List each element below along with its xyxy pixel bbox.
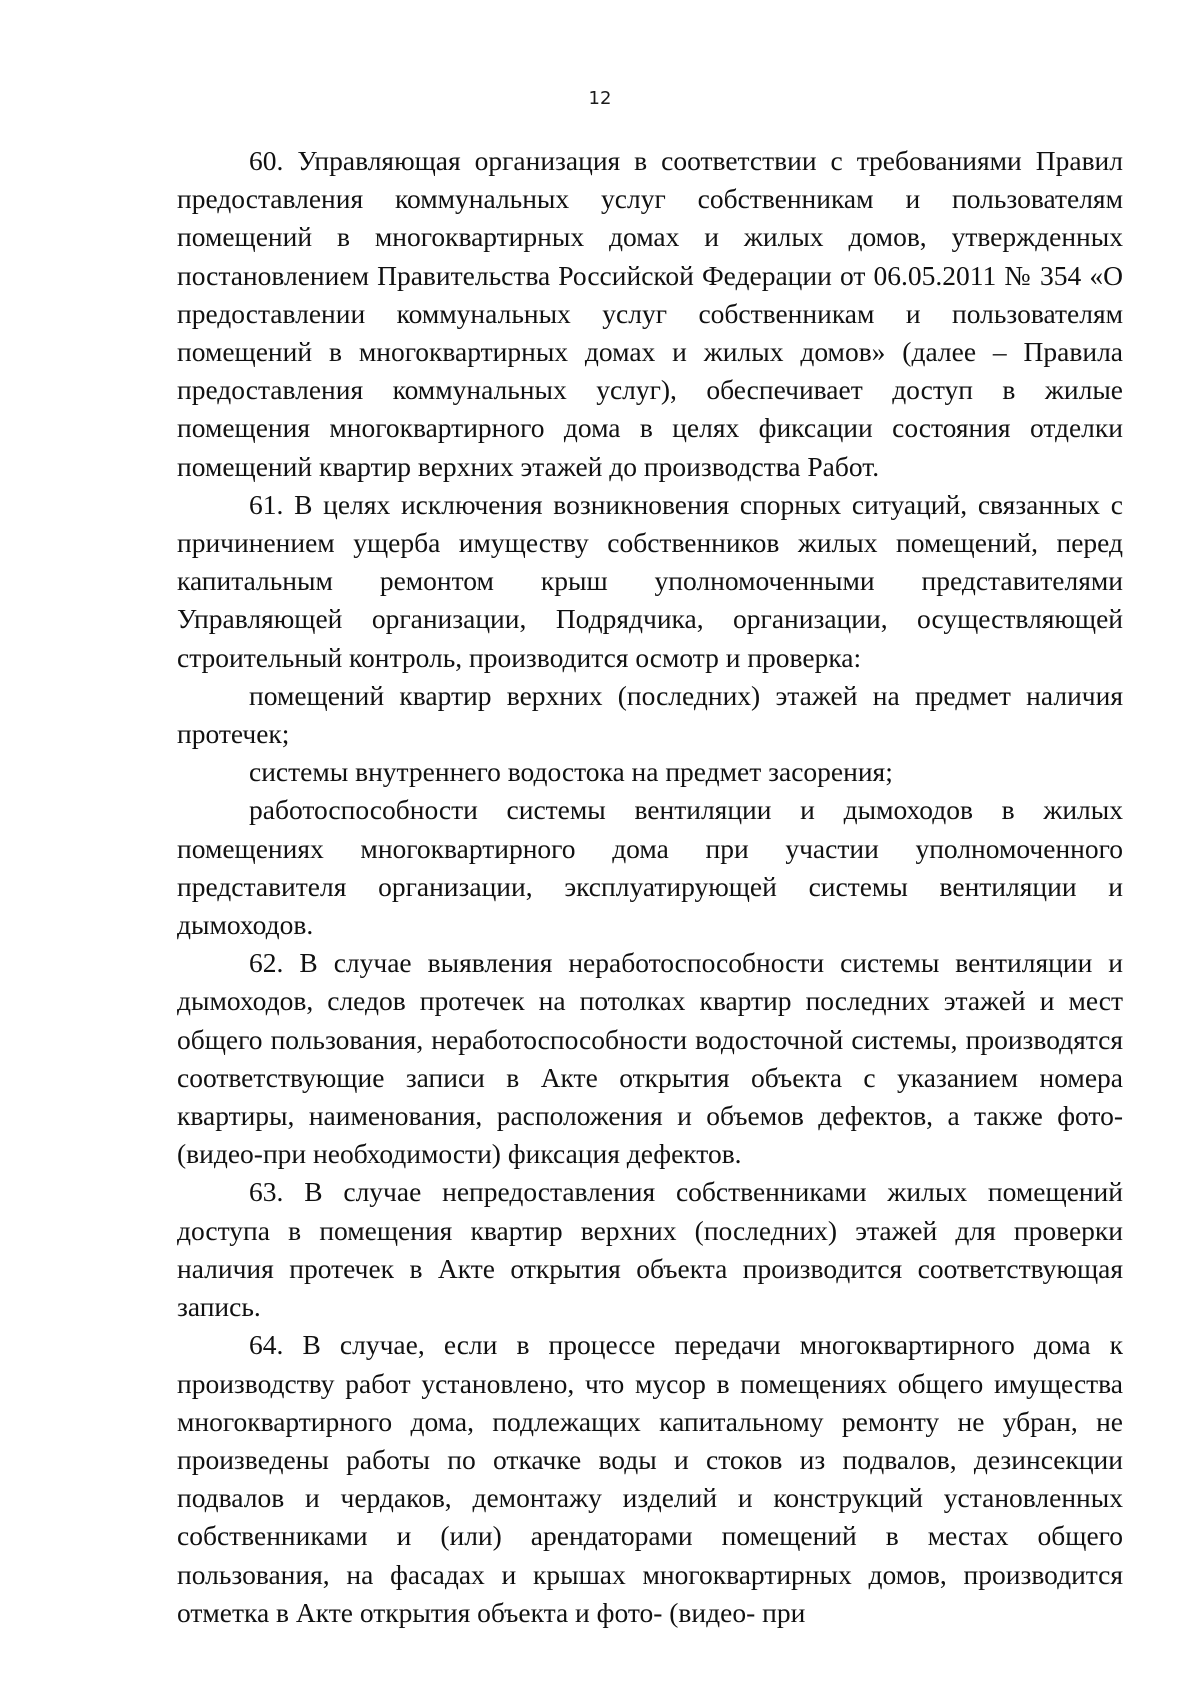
list-item-ventilation-check: работоспособности системы вентиляции и дымоходов в жилых помещениях многоквартирного дома при участии уполномоченного представителя организации, эксплуатирующей системы вентиляции и дымоходов. <box>177 794 1123 941</box>
page-number: 12 <box>588 88 612 109</box>
paragraph-60: 60. Управляющая организация в соответствии с требованиями Правил предоставления коммунальных услуг собственникам и пользователям помещений в многоквартирных домах и жилых домов, утвержденных постановлением Правительства Российской Федерации от 06.05.2011 № 354 «О предоставлении коммунальных услуг собственникам и пользователям помещений в многоквартирных домах и жилых домов» (далее – Правила предоставления коммунальных услуг), обеспечивает доступ в жилые помещения многоквартирного дома в целях фиксации состояния отделки помещений квартир верхних этажей до производства Работ. <box>177 145 1123 482</box>
paragraph-62: 62. В случае выявления неработоспособности системы вентиляции и дымоходов, следов протечек на потолках квартир последних этажей и мест общего пользования, неработоспособности водосточной системы, производятся соответствующие записи в Акте открытия объекта с указанием номера квартиры, наименования, расположения и объемов дефектов, а также фото- (видео-при необходимости) фиксация дефектов. <box>177 947 1123 1170</box>
paragraph-64: 64. В случае, если в процессе передачи многоквартирного дома к производству работ установлено, что мусор в помещениях общего имущества многоквартирного дома, подлежащих капитальному ремонту не убран, не произведены работы по откачке воды и стоков из подвалов, дезинсекции подвалов и чердаков, демонтажу изделий и конструкций установленных собственниками и (или) арендаторами помещений в местах общего пользования, на фасадах и крышах многоквартирных домов, производится отметка в Акте открытия объекта и фото- (видео- при <box>177 1329 1123 1628</box>
paragraph-61: 61. В целях исключения возникновения спорных ситуаций, связанных с причинением ущерба имуществу собственников жилых помещений, перед капитальным ремонтом крыш уполномоченными представителями Управляющей организации, Подрядчика, организации, осуществляющей строительный контроль, производится осмотр и проверка: <box>177 488 1123 673</box>
list-item-drainage-check: системы внутреннего водостока на предмет засорения; <box>249 756 893 788</box>
paragraph-63: 63. В случае непредоставления собственниками жилых помещений доступа в помещения квартир верхних (последних) этажей для проверки наличия протечек в Акте открытия объекта производится соответствующая запись. <box>177 1176 1123 1323</box>
document-body <box>177 142 1123 1632</box>
list-item-apartments-check: помещений квартир верхних (последних) этажей на предмет наличия протечек; <box>177 679 1123 750</box>
